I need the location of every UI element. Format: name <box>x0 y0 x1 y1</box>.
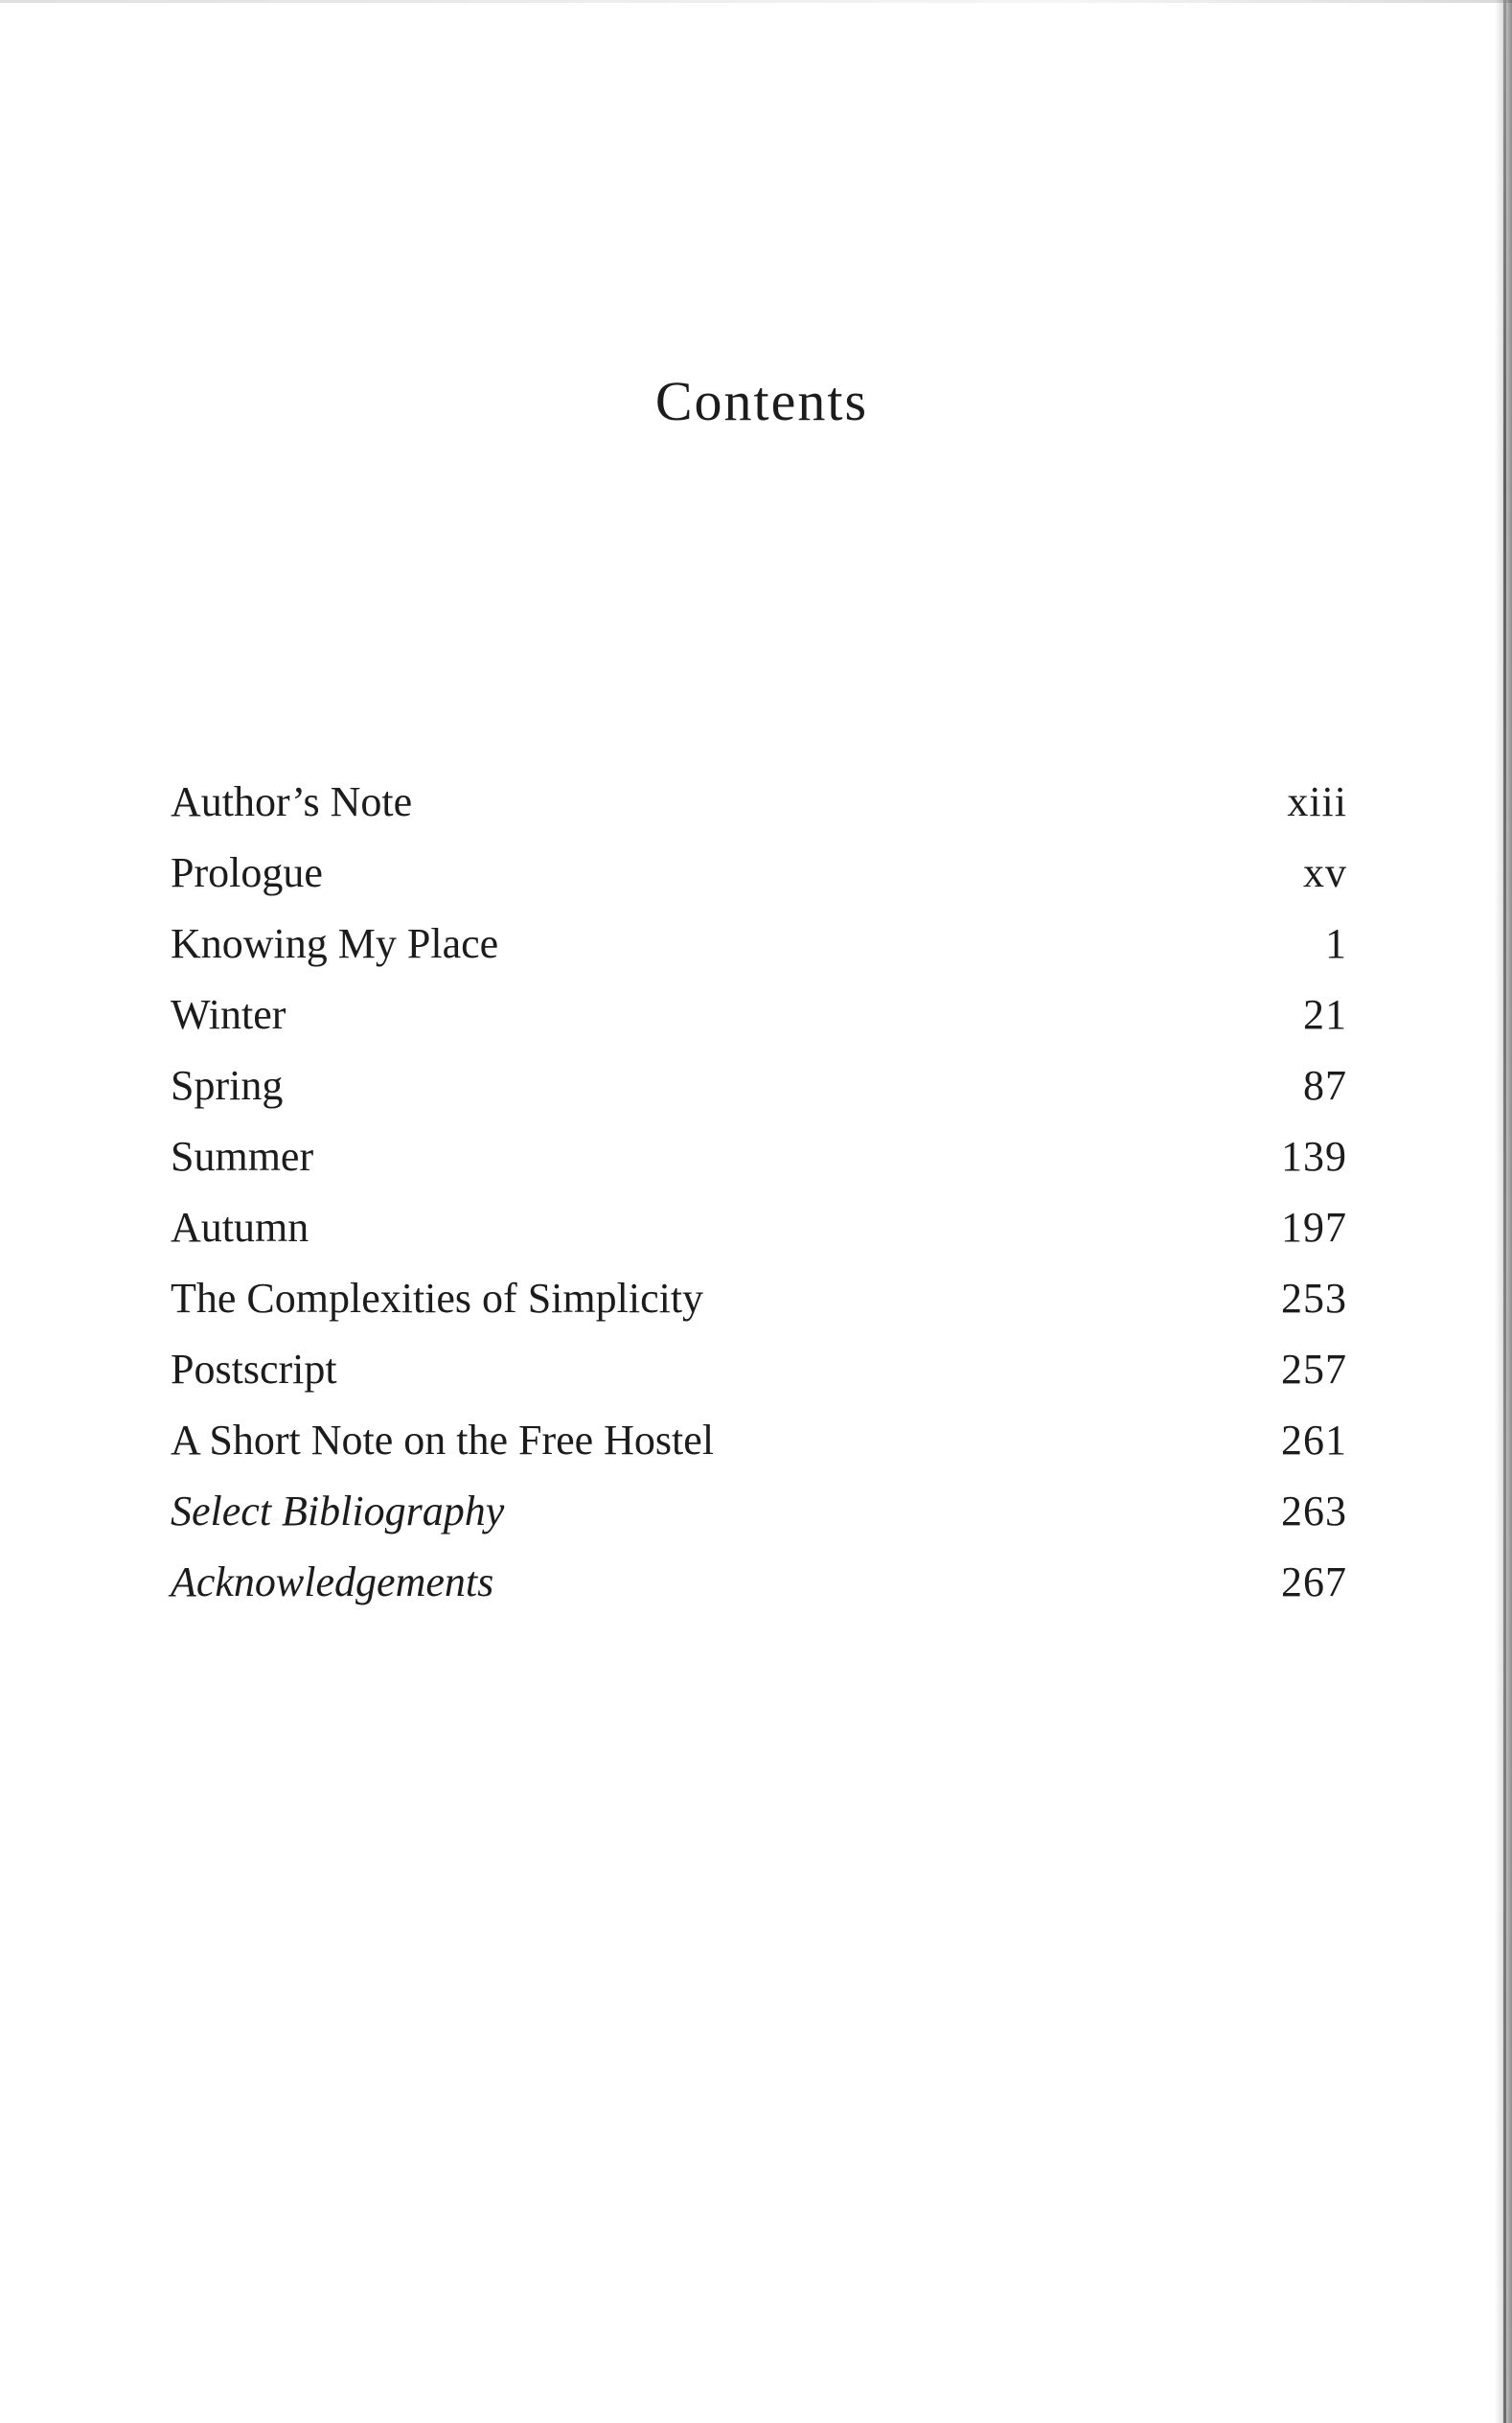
toc-entry-page: 139 <box>1281 1133 1347 1180</box>
toc-entry-title: Prologue <box>171 849 323 896</box>
toc-entry-page: xv <box>1303 849 1347 896</box>
toc-entry-title: A Short Note on the Free Hostel <box>171 1417 715 1464</box>
toc-entry-page: 1 <box>1325 920 1347 967</box>
toc-entry <box>171 1476 1347 1547</box>
toc-entry <box>171 980 1347 1050</box>
toc-entry-page: 197 <box>1281 1204 1347 1251</box>
toc-entry-title: Summer <box>171 1133 314 1180</box>
page-top-edge <box>0 0 1512 3</box>
toc-entry-title: Acknowledgements <box>171 1558 494 1605</box>
toc-entry-title: Author’s Note <box>171 778 413 825</box>
toc-entry-page: 261 <box>1281 1417 1347 1464</box>
toc-entry <box>171 1050 1347 1121</box>
toc-entry <box>171 1405 1347 1476</box>
toc-entry-page: 257 <box>1281 1346 1347 1393</box>
toc-entry-page: 267 <box>1281 1558 1347 1605</box>
toc-entry-title: Winter <box>171 991 286 1038</box>
toc-entry <box>171 1121 1347 1192</box>
toc-entry-page: 263 <box>1281 1488 1347 1535</box>
toc-entry-title: The Complexities of Simplicity <box>171 1275 704 1322</box>
toc-entry-page: 87 <box>1303 1062 1347 1109</box>
table-of-contents <box>171 767 1347 1618</box>
page-title: Contents <box>654 370 869 432</box>
toc-entry-title: Knowing My Place <box>171 920 499 967</box>
toc-entry-page: 21 <box>1303 991 1347 1038</box>
toc-entry <box>171 1192 1347 1263</box>
toc-entry-title: Autumn <box>171 1204 309 1251</box>
toc-entry-title: Spring <box>171 1062 284 1109</box>
toc-entry <box>171 1547 1347 1618</box>
toc-entry-page: xiii <box>1287 778 1347 825</box>
toc-entry <box>171 1334 1347 1405</box>
toc-entry <box>171 909 1347 980</box>
page-right-edge-line <box>1503 0 1506 2423</box>
toc-entry-title: Postscript <box>171 1346 337 1393</box>
toc-entry <box>171 1263 1347 1334</box>
toc-entry-page: 253 <box>1281 1275 1347 1322</box>
toc-entry <box>171 838 1347 909</box>
toc-entry <box>171 767 1347 838</box>
toc-entry-title: Select Bibliography <box>171 1488 505 1535</box>
